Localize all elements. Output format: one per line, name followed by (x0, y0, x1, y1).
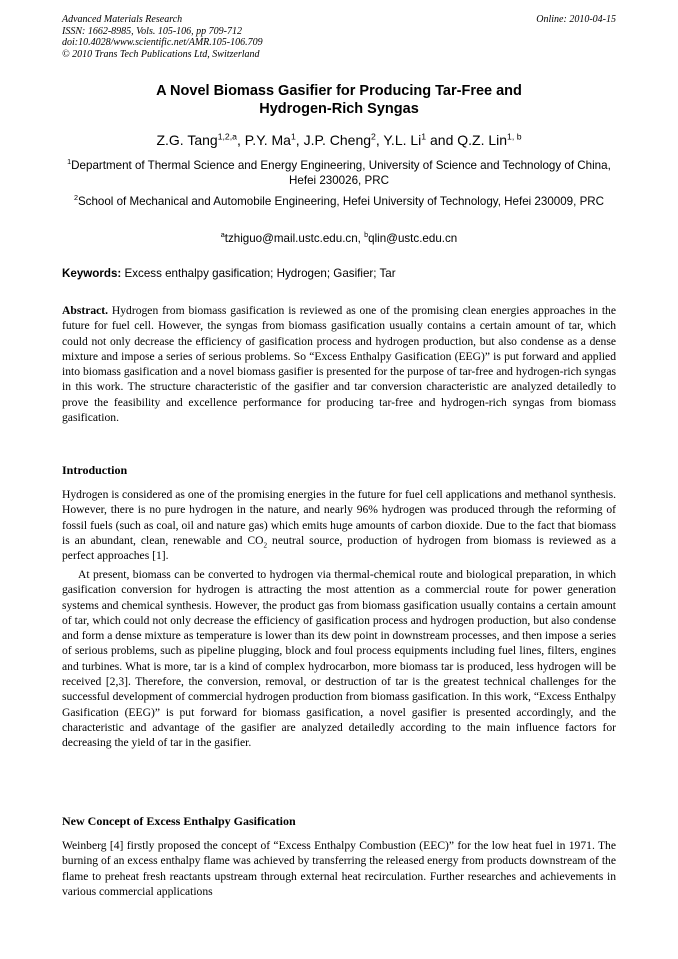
title-line-2: Hydrogen-Rich Syngas (259, 101, 419, 117)
author: Q.Z. Lin$^{1, b}$ (457, 131, 522, 148)
author-list (62, 131, 616, 149)
doi-line: doi:10.4028/www.scientific.net/AMR.105-106.709 (62, 37, 263, 48)
introduction-paragraph-1: Hydrogen is considered as one of the promising energies in the future for fuel cell applications and methanol synthesis. However, there is no pure hydrogen in the nature, and nearly 96% hydrogen was produced through the reforming of fossil fuels (such as coal, oil and nature gas) which emits huge amounts of carbon dioxide. Due to the fact that biomass is an abundant, clean, renewable and $CO_2$ neutral source, production of hydrogen from biomass is reviewed as a perfect approaches [1]. (62, 488, 617, 563)
introduction-paragraph-2: At present, biomass can be converted to hydrogen via thermal-chemical route and biological preparation, in which gasification conversion for hydrogen is attracting the most attention as a commercial route for power generation systems and chemical synthesis. However, the product gas from biomass gasification usually contains a certain amount of tar, which could not only decrease the efficiency of gasification process and hydrogen production, but also condense and form a dense mixture as temperature is lower than its dew point in downstream processes, and then impose a series of serious problems, such as pipeline plugging, block and foul process equipments including fuel lines, filters, engines and turbines. What is more, tar is a kind of complex hydrocarbon, more biomass tar is produced, less hydrogen will be received [2,3]. Therefore, the conversion, removal, or destruction of tar is the greatest technical challenges for the successful development of commercial hydrogen production from biomass gasification. In this work, “Excess Enthalpy Gasification (EEG)” is put forward for biomass gasification, a novel gasifier is presented accordingly, and the characteristic and advantage of the gasifier are analyzed detailedly according to the main influence factors for decreasing the yield of tar in the gasifier. (62, 568, 616, 750)
issn-line: ISSN: 1662-8985, Vols. 105-106, pp 709-712 (62, 25, 242, 37)
eeg-paragraph-1: Weinberg [4] firstly proposed the concept of “Excess Enthalpy Combustion (EEC)” for the low heat fuel in 1971. The burning of an excess enthalpy flame was achieved by transferring the released energy from products downstream of the flame to preheat fresh reactants upstream through external heat recirculation. Further researches and achievements in various commercial applications (62, 839, 616, 898)
running-header (62, 14, 616, 60)
abstract (62, 303, 616, 425)
copyright-line: © 2010 Trans Tech Publications Ltd, Switzerland (62, 48, 260, 60)
paper-title (62, 82, 616, 118)
email-b[interactable]: $^b$qlin@ustc.edu.cn (364, 230, 458, 245)
author: P.Y. Ma$^1$, (244, 131, 304, 148)
eeg-heading: New Concept of Excess Enthalpy Gasification (62, 814, 296, 828)
online-date: Online: 2010-04-15 (536, 14, 616, 25)
affiliation-1: $^1$Department of Thermal Science and Energy Engineering, University of Science and Technology of China, Hefei 230026, PRC (67, 157, 611, 187)
keywords (62, 267, 616, 281)
title-line-1: A Novel Biomass Gasifier for Producing Tar-Free and (156, 83, 522, 99)
author-emails: $^a$tzhiguo@mail.ustc.edu.cn, $^b$qlin@ustc.edu.cn (220, 230, 458, 245)
author: J.P. Cheng$^2$, (303, 131, 384, 148)
keywords-text: Excess enthalpy gasification; Hydrogen; Gasifier; Tar (121, 267, 396, 280)
abstract-text: Hydrogen from biomass gasification is reviewed as one of the promising clean energies approaches in the future for fuel cell. However, the syngas from biomass gasification usually contains a certain amount of tar, which could not only decrease the efficiency of gasification process and hydrogen production, but also condense as a dense mixture and impose a series of serious problems. So “Excess Enthalpy Gasification (EEG)” is put forward and applied into biomass gasification and a novel biomass gasifier is presented for the purpose of tar-free and hydrogen-rich syngas in this work. The structure characteristic of the gasifier and tar conversion characteristic are analyzed detailedly to prove the feasibility and excellence performance for producing tar-free and hydrogen-rich syngas from biomass gasification. (62, 304, 616, 425)
introduction-heading: Introduction (62, 463, 128, 477)
journal-name: Advanced Materials Research (62, 14, 183, 25)
email-a[interactable]: $^a$tzhiguo@mail.ustc.edu.cn (220, 230, 358, 245)
affiliation-2: $^2$School of Mechanical and Automobile Engineering, Hefei University of Technology, Hefei 230009, PRC (73, 193, 605, 208)
abstract-label: Abstract. (62, 304, 109, 317)
author: Z.G. Tang$^{1,2,a}$, (156, 131, 245, 148)
keywords-label: Keywords: (62, 267, 122, 280)
author: Y.L. Li$^1$ and (383, 131, 458, 148)
